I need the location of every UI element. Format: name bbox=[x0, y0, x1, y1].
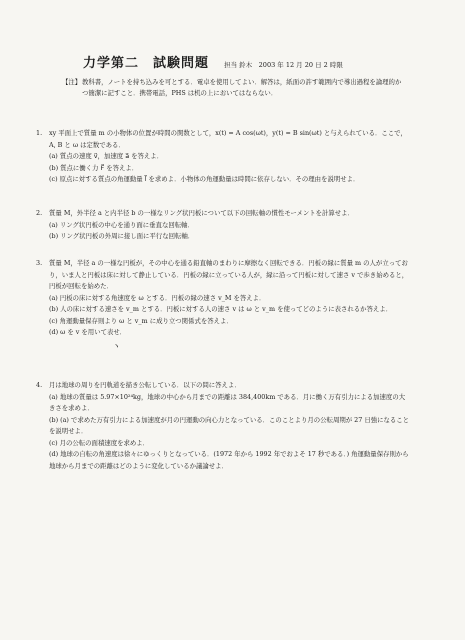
exam-meta: 担当 鈴木 2003 年 12 月 20 日 2 時限 bbox=[224, 61, 343, 69]
question-4 bbox=[36, 380, 411, 472]
sub-question-c: (c) 月の公転の面積速度を求めよ． bbox=[49, 438, 150, 447]
sub-question-d: (d) 地球の自転の角速度は徐々にゆっくりとなっている．(1972 年から 1992 年でおよそ 17 秒である．) 角運動量保存則から地球から月までの距離はどのように変化しているか議論せよ． bbox=[49, 450, 409, 470]
sub-question-a: (a) 質点の速度 v⃗，加速度 a⃗ を答えよ． bbox=[49, 152, 164, 160]
question-number: 1. bbox=[36, 129, 43, 137]
sub-question-a: (a) 円板の床に対する角速度を ω とする．円板の縁の速さ v_M を答えよ． bbox=[49, 293, 266, 302]
question-number: 3. bbox=[36, 259, 43, 267]
question-3 bbox=[36, 258, 411, 339]
question-stem: 質量 M，半径 a の一様な円板が，その中心を通る鉛直軸のまわりに摩擦なく回転できる．円板の縁に質量 m の人が立っており，いま人と円板は床に対して静止している．円板の縁に立っている人が，縁に沿って円板に対して速さ v で歩き始めると，円板が回転を始めた． bbox=[49, 259, 409, 290]
exam-header bbox=[83, 52, 343, 71]
sub-question-a: (a) 地球の質量は 5.97×10²⁴kg，地球の中心から月までの距離は 384,400km である．月に働く万有引力による加速度の大きさを求めよ． bbox=[49, 392, 406, 412]
sub-question-b: (b) 人の床に対する速さを v_m とする．円板に対する人の速さ v は ω と v_m を使ってどのように表されるか答えよ． bbox=[49, 305, 393, 313]
sub-question-c: (c) 原点に対する質点の角運動量 l⃗ を求めよ．小物体の角運動量は時間に依存しない．その理由を説明せよ． bbox=[49, 175, 360, 183]
pen-mark: ヽ bbox=[112, 342, 122, 352]
question-2 bbox=[36, 208, 411, 243]
question-stem: xy 平面上で質量 m の小物体の位置が時間の関数として，x(t) = A cos(ωt)，y(t) = B sin(ωt) と与えられている．ここで，A, B と ω は定数である． bbox=[49, 129, 407, 149]
question-stem: 質量 M，外半径 a と内半径 b の一様なリング状円板について以下の回転軸の慣性モーメントを計算せよ． bbox=[49, 209, 354, 217]
sub-question-b: (b) 質点に働く力 F⃗ を答えよ． bbox=[49, 163, 139, 172]
notice-tag: 【注】 bbox=[62, 78, 82, 86]
question-stem: 月は地球の周りを円軌道を描き公転している．以下の問に答えよ． bbox=[49, 381, 241, 389]
sub-question-d: (d) ω を v を用いて表せ． bbox=[49, 328, 126, 336]
question-1 bbox=[36, 128, 411, 186]
exam-title: 力学第二 試験問題 bbox=[83, 56, 210, 71]
sub-question-b: (b) リング状円板の外周に接し面に平行な回転軸． bbox=[49, 232, 195, 240]
sub-question-a: (a) リング状円板の中心を通り面に垂直な回転軸． bbox=[49, 220, 194, 229]
sub-question-c: (c) 角運動量保存則より ω と v_m に成り立つ関係式を答えよ． bbox=[49, 316, 233, 325]
notice-text: 教科書，ノートを持ち込みを可とする．電卓を使用してよい．解答は，紙面の許す範囲内で導出過程を論理的かつ簡潔に記すこと．携帯電話，PHS は机の上においてはならない． bbox=[82, 78, 402, 97]
exam-notice bbox=[62, 77, 402, 99]
question-number: 4. bbox=[36, 381, 43, 389]
sub-question-b: (b) (a) で求めた万有引力による加速度が月の円運動の向心力となっている．このことより月の公転周期が 27 日強になることを説明せよ． bbox=[49, 415, 410, 435]
question-number: 2. bbox=[36, 209, 43, 217]
